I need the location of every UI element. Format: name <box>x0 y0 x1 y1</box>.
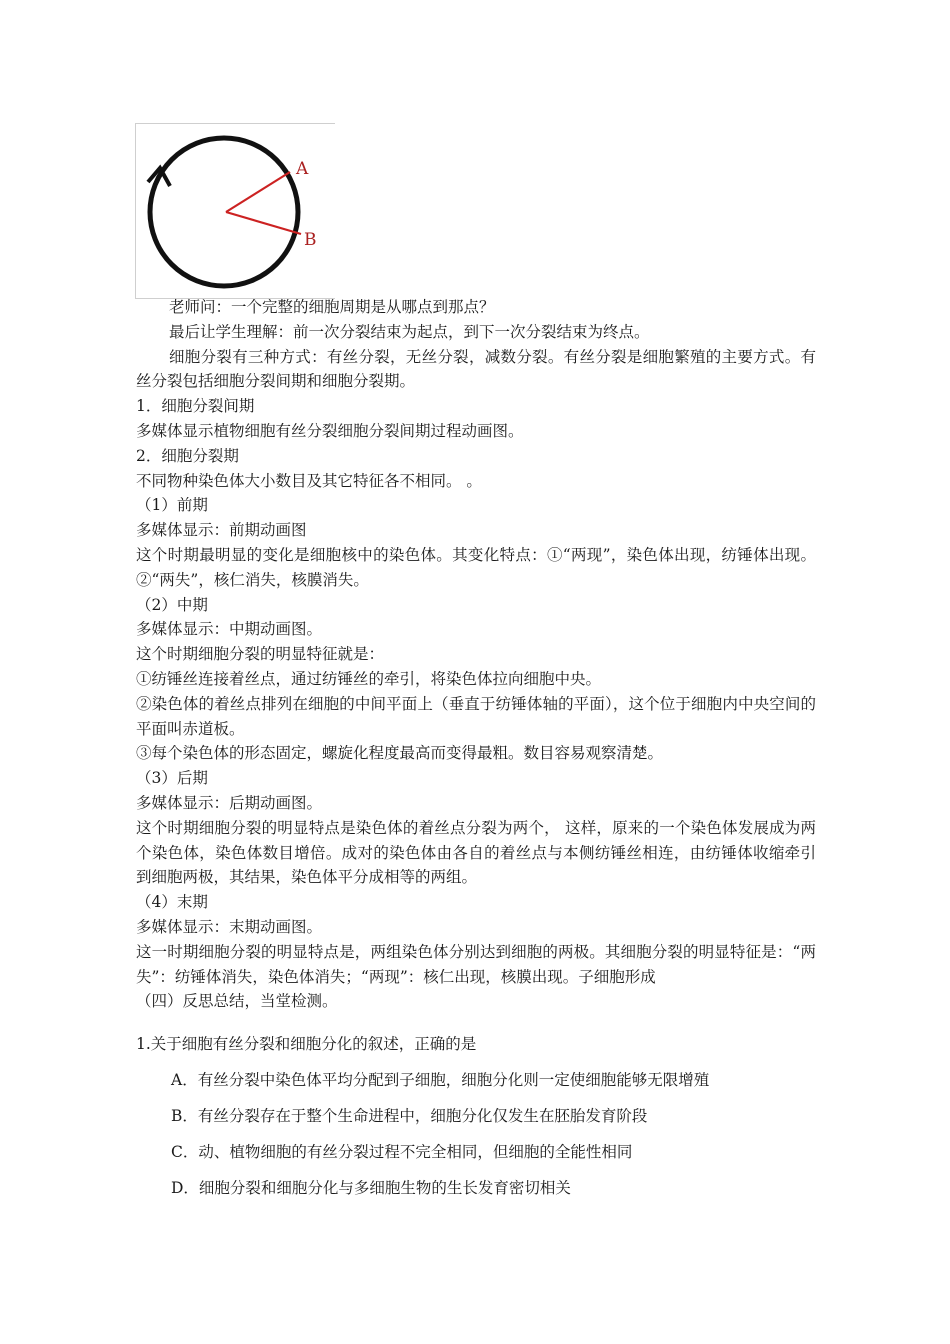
option-b: B．有丝分裂存在于整个生命进程中，细胞分化仅发生在胚胎发育阶段 <box>171 1107 648 1125</box>
section-heading: 2．细胞分裂期 <box>136 446 239 465</box>
cell-cycle-circle <box>150 138 298 286</box>
section-heading: （四）反思总结，当堂检测。 <box>136 992 338 1011</box>
paragraph: ③每个染色体的形态固定，螺旋化程度最高而变得最粗。数目容易观察清楚。 <box>136 744 664 763</box>
paragraph: 多媒体显示：后期动画图。 <box>136 793 323 812</box>
paragraph: 这个时期细胞分裂的明显特点是染色体的着丝点分裂为两个， 这样，原来的一个染色体发展成为两个染色体，染色体数目增倍。成对的染色体由各自的着丝点与本侧纺锤丝相连，由纺锤体收缩牵引到细胞两极，其结果，染色体平分成相等的两组。 <box>136 818 816 887</box>
paragraph: 这一时期细胞分裂的明显特点是，两组染色体分别达到细胞的两极。其细胞分裂的明显特征是：“两失”：纺锤体消失，染色体消失；“两现”：核仁出现，核膜出现。子细胞形成 <box>136 942 816 986</box>
option-c: C．动、植物细胞的有丝分裂过程不完全相同，但细胞的全能性相同 <box>171 1143 633 1161</box>
quiz-question <box>136 1032 816 1197</box>
paragraph: 多媒体显示：中期动画图。 <box>136 620 323 639</box>
line-to-b <box>226 212 301 234</box>
cell-cycle-figure <box>135 123 335 299</box>
label-b: B <box>304 230 317 250</box>
subsection-heading: （2）中期 <box>136 595 208 614</box>
label-a: A <box>296 159 309 179</box>
line-to-a <box>226 172 290 212</box>
option-d: D．细胞分裂和细胞分化与多细胞生物的生长发育密切相关 <box>171 1179 571 1197</box>
paragraph: ②染色体的着丝点排列在细胞的中间平面上（垂直于纺锤体轴的平面），这个位于细胞内中央空间的平面叫赤道板。 <box>136 694 816 738</box>
paragraph: 最后让学生理解：前一次分裂结束为起点，到下一次分裂结束为终点。 <box>169 322 650 341</box>
paragraph: 细胞分裂有三种方式：有丝分裂，无丝分裂，减数分裂。有丝分裂是细胞繁殖的主要方式。有丝分裂包括细胞分裂间期和细胞分裂期。 <box>136 347 816 391</box>
lesson-body <box>136 295 816 1014</box>
paragraph: 老师问：一个完整的细胞周期是从哪点到那点？ <box>169 298 495 316</box>
paragraph: 多媒体显示：末期动画图。 <box>136 917 323 936</box>
cell-cycle-diagram <box>136 124 335 298</box>
paragraph: 多媒体显示植物细胞有丝分裂细胞分裂间期过程动画图。 <box>136 421 524 440</box>
paragraph: 这个时期最明显的变化是细胞核中的染色体。其变化特点：①“两现”，染色体出现，纺锤体出现。②“两失”，核仁消失，核膜消失。 <box>136 545 816 589</box>
question-stem: 1.关于细胞有丝分裂和细胞分化的叙述，正确的是 <box>136 1035 477 1053</box>
subsection-heading: （4）末期 <box>136 893 208 912</box>
paragraph: 这个时期细胞分裂的明显特征就是： <box>136 645 385 664</box>
option-a: A．有丝分裂中染色体平均分配到子细胞，细胞分化则一定使细胞能够无限增殖 <box>171 1071 710 1089</box>
section-heading: 1．细胞分裂间期 <box>136 397 255 416</box>
paragraph: 不同物种染色体大小数目及其它特征各不相同。 。 <box>136 471 482 490</box>
paragraph: ①纺锤丝连接着丝点，通过纺锤丝的牵引，将染色体拉向细胞中央。 <box>136 669 602 688</box>
subsection-heading: （1）前期 <box>136 496 208 515</box>
subsection-heading: （3）后期 <box>136 769 208 788</box>
paragraph: 多媒体显示：前期动画图 <box>136 521 307 540</box>
